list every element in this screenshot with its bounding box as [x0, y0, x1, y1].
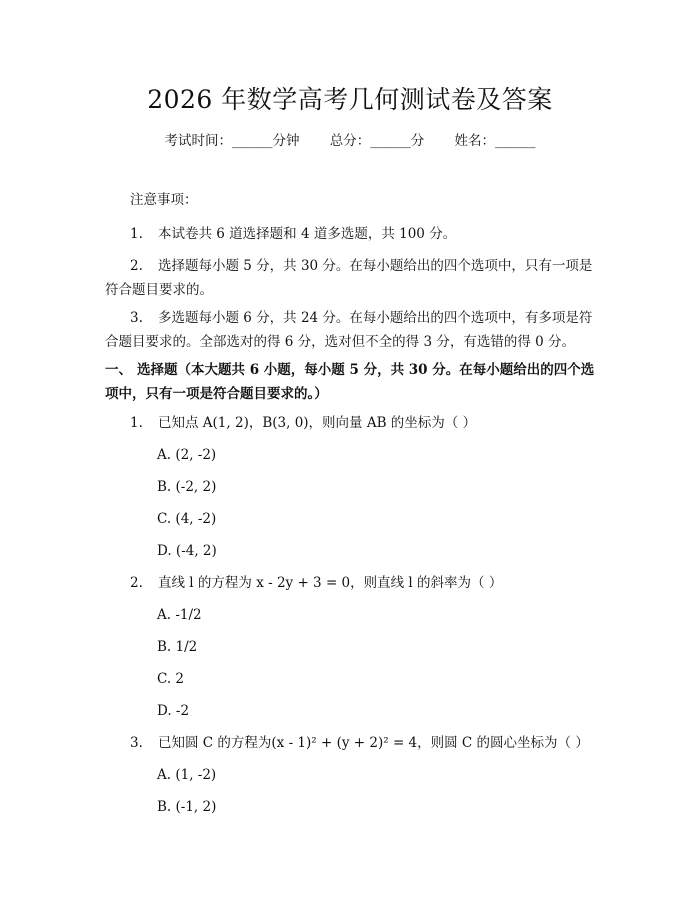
question-number: 1. [130, 415, 143, 431]
note-text: 多选题每小题 6 分，共 24 分。在每小题给出的四个选项中，有多项是符合题目要求的。全部选对的得 6 分，选对但不全的得 3 分，有选错的得 0 分。 [105, 310, 593, 350]
note-number: 2. [130, 258, 143, 274]
notes-heading: 注意事项： [130, 192, 198, 208]
question-3-option-b: B. (-1, 2) [157, 799, 217, 815]
question-2 [130, 571, 502, 595]
exam-info [0, 131, 700, 151]
question-text: 已知圆 C 的方程为(x - 1)² + (y + 2)² = 4，则圆 C 的圆心坐标为（ ） [158, 735, 589, 751]
note-item [105, 222, 595, 246]
page-title: 2026 年数学高考几何测试卷及答案 [147, 85, 553, 114]
note-text: 本试卷共 6 道选择题和 4 道多选题，共 100 分。 [158, 226, 457, 242]
question-2-option-b: B. 1/2 [157, 639, 198, 655]
question-number: 2. [130, 575, 143, 591]
note-number: 3. [130, 310, 143, 326]
question-number: 3. [130, 735, 143, 751]
exam-name-field: 姓名：______ [454, 133, 536, 149]
section-heading [105, 358, 595, 406]
section-text: 选择题（本大题共 6 小题，每小题 5 分，共 30 分。在每小题给出的四个选项中，只有一项是符合题目要求的。） [105, 362, 595, 402]
note-text: 选择题每小题 5 分，共 30 分。在每小题给出的四个选项中，只有一项是符合题目要求的。 [105, 258, 593, 298]
question-text: 直线 l 的方程为 x - 2y + 3 = 0，则直线 l 的斜率为（ ） [158, 575, 503, 591]
question-3-option-a: A. (1, -2) [157, 767, 217, 783]
question-1-option-d: D. (-4, 2) [157, 543, 217, 559]
question-1-option-c: C. (4, -2) [157, 511, 217, 527]
question-2-option-d: D. -2 [157, 703, 190, 719]
question-1-option-b: B. (-2, 2) [157, 479, 217, 495]
section-number: 一、 [105, 362, 132, 378]
question-2-option-c: C. 2 [157, 671, 185, 687]
question-1-option-a: A. (2, -2) [157, 447, 217, 463]
note-number: 1. [130, 226, 143, 242]
question-1 [130, 411, 476, 435]
question-3 [130, 731, 589, 755]
note-item [105, 306, 595, 354]
exam-time-field: 考试时间：______分钟 [164, 133, 300, 149]
question-text: 已知点 A(1, 2)，B(3, 0)，则向量 AB 的坐标为（ ） [158, 415, 477, 431]
exam-score-field: 总分：______分 [329, 133, 425, 149]
question-2-option-a: A. -1/2 [157, 607, 202, 623]
note-item [105, 254, 595, 302]
